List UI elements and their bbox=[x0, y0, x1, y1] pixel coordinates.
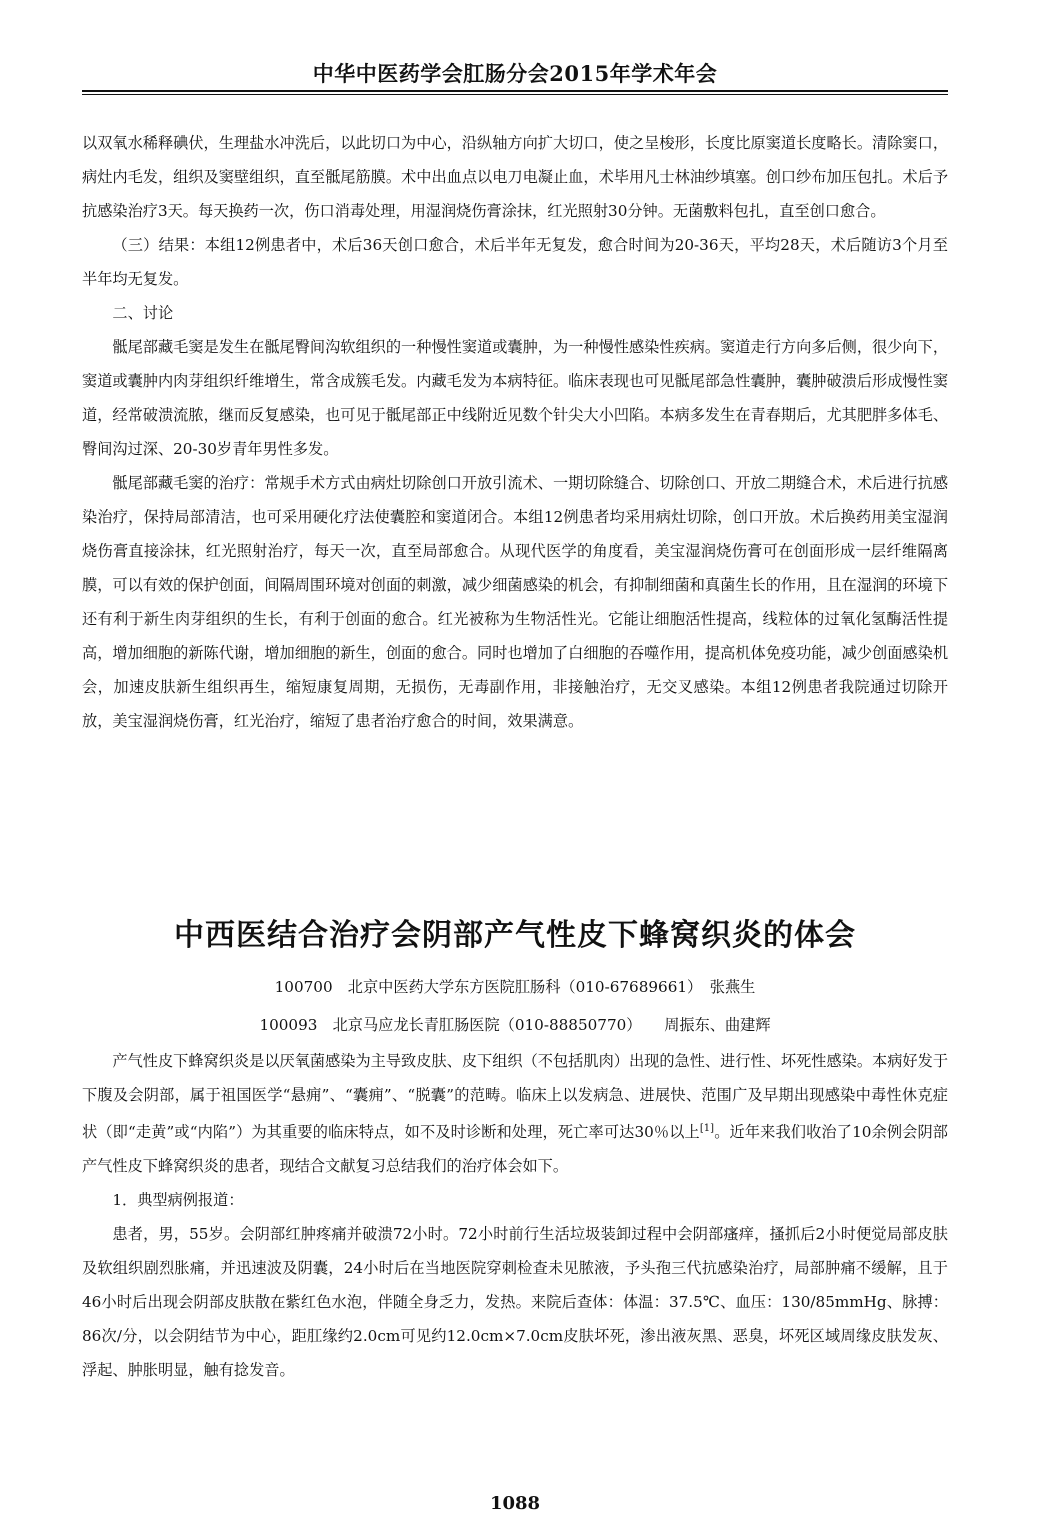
intro-paragraph bbox=[82, 1044, 948, 1183]
page-number: 1088 bbox=[489, 1493, 541, 1514]
case-paragraph: 患者，男，55岁。会阴部红肿疼痛并破溃72小时。72小时前行生活垃圾装卸过程中会阴部瘙痒，搔抓后2小时便觉局部皮肤及软组织剧烈胀痛，并迅速波及阴囊，24小时后在当地医院穿刺检查未见脓液，予头孢三代抗感染治疗，局部肿痛不缓解，且于46小时后出现会阴部皮肤散在紫红色水泡，伴随全身乏力，发热。来院后查体：体温：37.5℃、血压：130/85mmHg、脉搏：86次/分，以会阴结节为中心，距肛缘约2.0cm可见约12.0cm×7.0cm皮肤坏死，渗出液灰黑、恶臭，坏死区域周缘皮肤发灰、浮起、肿胀明显，触有捻发音。 bbox=[82, 1225, 948, 1380]
paragraph: 骶尾部藏毛窦的治疗：常规手术方式由病灶切除创口开放引流术、一期切除缝合、切除创口、开放二期缝合术，术后进行抗感染治疗，保持局部清洁，也可采用硬化疗法使囊腔和窦道闭合。本组12例患者均采用病灶切除，创口开放。术后换药用美宝湿润烧伤膏直接涂抹，红光照射治疗，每天一次，直至局部愈合。从现代医学的角度看，美宝湿润烧伤膏可在创面形成一层纤维隔离膜，可以有效的保护创面，间隔周围环境对创面的刺激，减少细菌感染的机会，有抑制细菌和真菌生长的作用，且在湿润的环境下还有利于新生肉芽组织的生长，有利于创面的愈合。红光被称为生物活性光。它能让细胞活性提高，线粒体的过氧化氢酶活性提高，增加细胞的新陈代谢，增加细胞的新生，创面的愈合。同时也增加了白细胞的吞噬作用，提高机体免疫功能，减少创面感染机会，加速皮肤新生组织再生，缩短康复周期，无损伤，无毒副作用，非接触治疗，无交叉感染。本组12例患者我院通过切除开放，美宝湿润烧伤膏，红光治疗，缩短了患者治疗愈合的时间，效果满意。 bbox=[82, 474, 948, 730]
affiliation-1: 100700 北京中医药大学东方医院肛肠科（010-67689661） 张燕生 bbox=[274, 978, 756, 996]
intro-text-b: 。近年来我们收治了10余例会阴部产气性皮下蜂窝织炎的患者，现结合文献复习总结我们的治疗体会如下。 bbox=[82, 1123, 948, 1176]
results-paragraph: （三）结果：本组12例患者中，术后36天创口愈合，术后半年无复发，愈合时间为20-36天，平均28天，术后随访3个月至半年均无复发。 bbox=[82, 236, 948, 288]
article-title: 中西医结合治疗会阴部产气性皮下蜂窝织炎的体会 bbox=[174, 918, 856, 953]
subsection-heading: 1．典型病例报道： bbox=[112, 1191, 244, 1210]
running-header: 中华中医药学会肛肠分会2015年学术年会 bbox=[312, 61, 718, 86]
section-heading: 二、讨论 bbox=[112, 304, 174, 322]
header-rule-thin bbox=[82, 94, 948, 95]
top-section bbox=[82, 126, 948, 738]
paragraph: 以双氧水稀释碘伏，生理盐水冲洗后，以此切口为中心，沿纵轴方向扩大切口，使之呈梭形，长度比原窦道长度略长。清除窦口，病灶内毛发，组织及窦壁组织，直至骶尾筋膜。术中出血点以电刀电凝止血，术毕用凡士林油纱填塞。创口纱布加压包扎。术后予抗感染治疗3天。每天换药一次，伤口消毒处理，用湿润烧伤膏涂抹，红光照射30分钟。无菌敷料包扎，直至创口愈合。 bbox=[82, 134, 948, 220]
reference-marker: [1] bbox=[699, 1123, 715, 1134]
affiliation-2: 100093 北京马应龙长青肛肠医院（010-88850770） 周振东、曲建辉 bbox=[259, 1016, 771, 1034]
paragraph: 骶尾部藏毛窦是发生在骶尾臀间沟软组织的一种慢性窦道或囊肿，为一种慢性感染性疾病。窦道走行方向多后侧，很少向下，窦道或囊肿内肉芽组织纤维增生，常含成簇毛发。内藏毛发为本病特征。临床表现也可见骶尾部急性囊肿，囊肿破溃后形成慢性窦道，经常破溃流脓，继而反复感染，也可见于骶尾部正中线附近见数个针尖大小凹陷。本病多发生在青春期后，尤其肥胖多体毛、臀间沟过深、20-30岁青年男性多发。 bbox=[82, 338, 948, 458]
header-rule bbox=[82, 90, 948, 92]
article-body bbox=[82, 1044, 948, 1387]
intro-text-a: 产气性皮下蜂窝织炎是以厌氧菌感染为主导致皮肤、皮下组织（不包括肌肉）出现的急性、进行性、坏死性感染。本病好发于下腹及会阴部，属于祖国医学“悬痈”、“囊痈”、“脱囊”的范畴。临床上以发病急、进展快、范围广及早期出现感染中毒性休克症状（即“走黄”或“内陷”）为其重要的临床特点，如不及时诊断和处理，死亡率可达30％以上 bbox=[82, 1052, 948, 1142]
